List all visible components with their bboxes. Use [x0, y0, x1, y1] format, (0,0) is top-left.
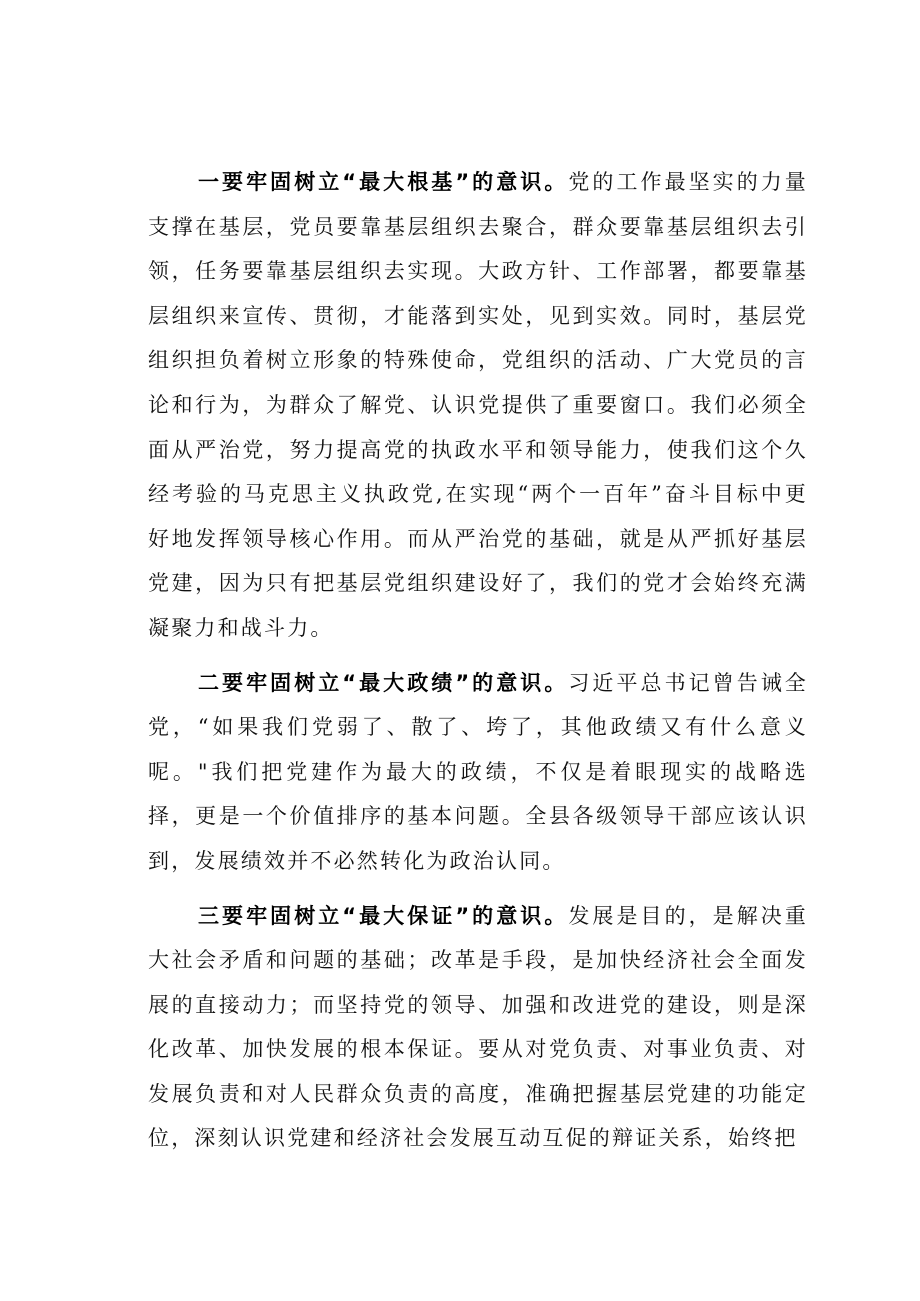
- paragraph-heading: 一要牢固树立“最大根基”的意识。: [198, 170, 569, 194]
- paragraph-text: 党的工作最坚实的力量支撑在基层，党员要靠基层组织去聚合，群众要靠基层组织去引领，任务要靠基层组织去实现。大政方针、工作部署，都要靠基层组织来宣传、贯彻，才能落到实处，见到实效。同时，基层党组织担负着树立形象的特殊使命，党组织的活动、广大党员的言论和行为，为群众了解党、认识党提供了重要窗口。我们必须全面从严治党，努力提高党的执政水平和领导能力，使我们这个久经考验的马克思主义执政党,在实现“两个一百年”奋斗目标中更好地发挥领导核心作用。而从严治党的基础，就是从严抓好基层党建，因为只有把基层党组织建设好了，我们的党才会始终充满凝聚力和战斗力。: [148, 170, 809, 640]
- paragraph-guarantee: [148, 894, 808, 1162]
- document-body: [148, 160, 808, 1171]
- paragraph-achievement: [148, 661, 808, 884]
- paragraph-foundation: [148, 160, 808, 651]
- paragraph-text: 发展是目的，是解决重大社会矛盾和问题的基础；改革是手段，是加快经济社会全面发展的直接动力；而坚持党的领导、加强和改进党的建设，则是深化改革、加快发展的根本保证。要从对党负责、对事业负责、对发展负责和对人民群众负责的高度，准确把握基层党建的功能定位，深刻认识党建和经济社会发展互动互促的辩证关系，始终把: [148, 903, 809, 1151]
- paragraph-text: 习近平总书记曾告诫全党，“如果我们党弱了、散了、垮了，其他政绩又有什么意义呢。"我们把党建作为最大的政绩，不仅是着眼现实的战略选择，更是一个价值排序的基本问题。全县各级领导干部应该认识到，发展绩效并不必然转化为政治认同。: [148, 670, 809, 873]
- paragraph-heading: 三要牢固树立“最大保证”的意识。: [198, 903, 569, 928]
- paragraph-heading: 二要牢固树立“最大政绩”的意识。: [198, 670, 569, 695]
